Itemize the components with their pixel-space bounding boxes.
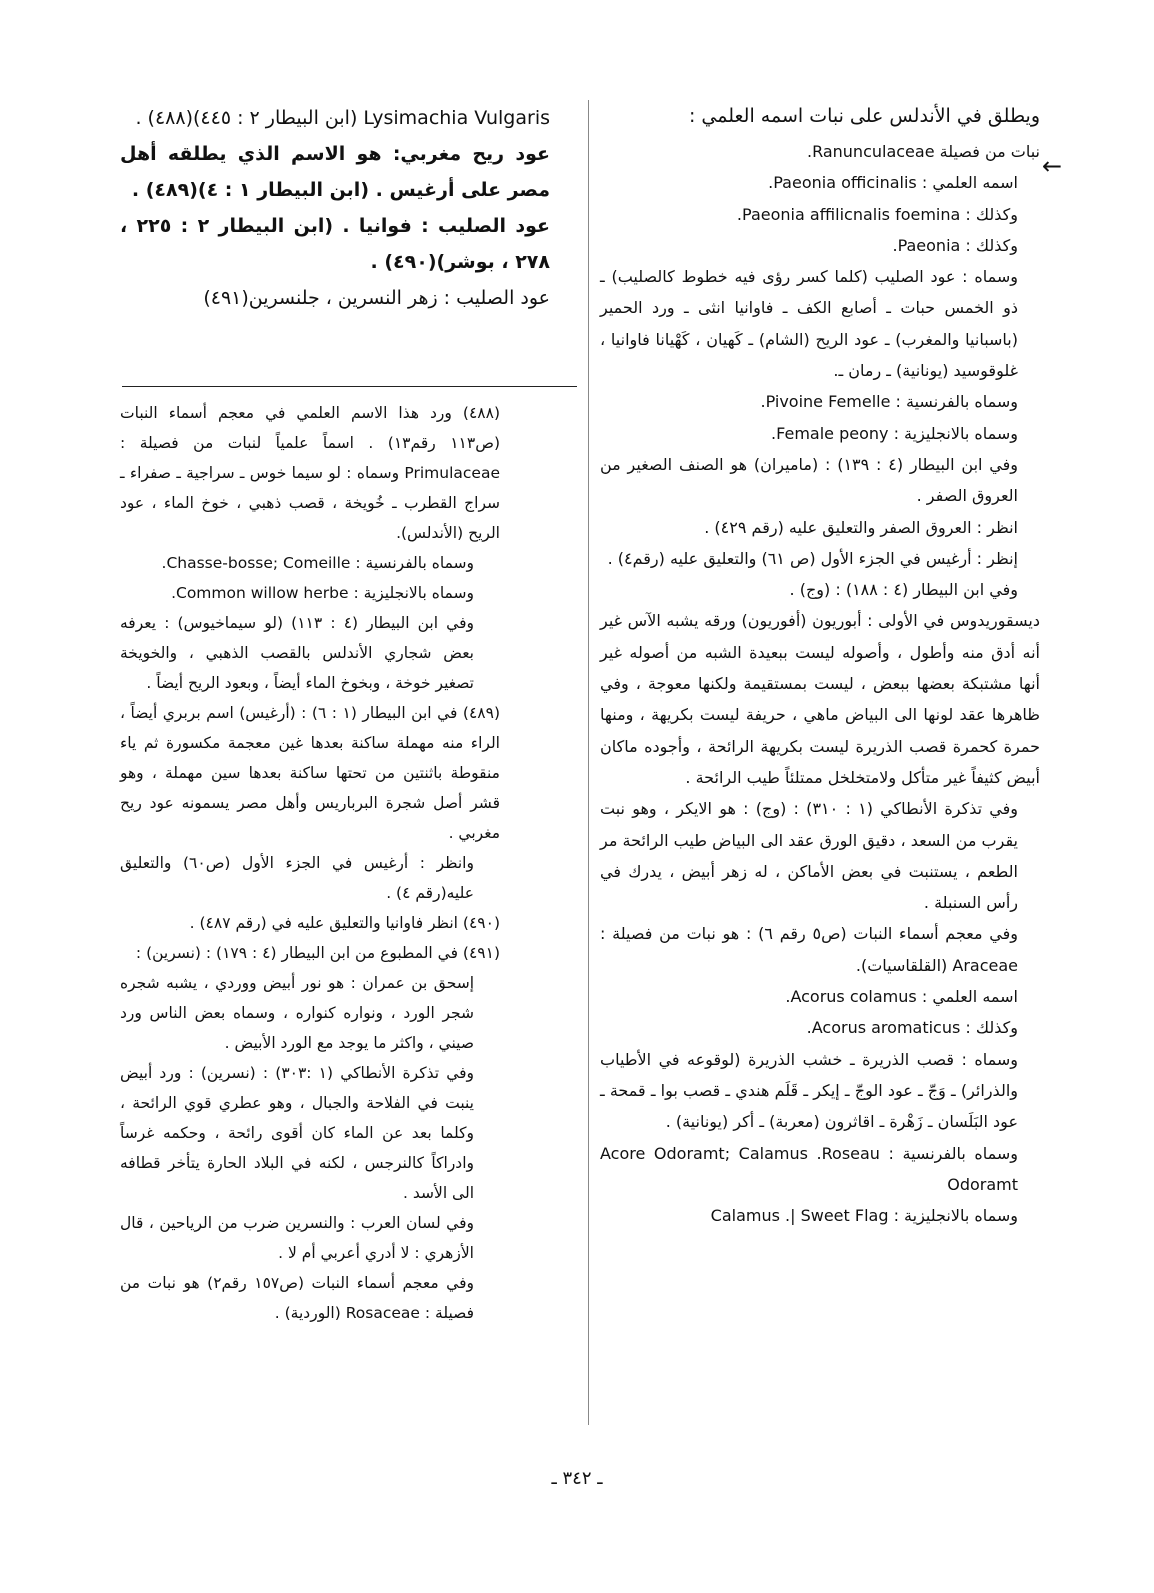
right-line: اسمه العلمي : Paeonia officinalis. [768,173,1018,193]
footnote: وفي معجم أسماء النبات (ص١٥٧ رقم٢) هو نبات من فصيلة : Rosaceae (الوردية) . [120,1274,474,1322]
right-line: نبات من فصيلة Ranunculaceae. [806,142,1040,161]
right-line: وكذلك : Paeonia affilicnalis foemina. [736,204,1018,224]
right-heading: ويطلق في الأندلس على نبات اسمه العلمي : [688,105,1040,127]
right-body [600,136,1040,1231]
left-entry: عود ريح مغربي: هو الاسم الذي يطلقه أهل مصر على أرغيس . (ابن البيطار ١ : ٤)(٤٨٩) . [120,143,550,201]
left-column [120,100,550,316]
footnote: إسحق بن عمران : هو نور أبيض ووردي ، يشبه شجره شجر الورد ، ونواره كنواره ، وسماه بعض الناس ورد صيني ، واكثر ما يوجد مع الورد الأبيض . [120,974,474,1052]
left-entry: عود الصليب : فوانيا . (ابن البيطار ٢ : ٢٢٥ ، ٢٧٨ ، بوشر)(٤٩٠) . [120,215,550,273]
right-line: وسماه بالانجليزية : Calamus .| Sweet Flag [710,1206,1018,1226]
arrow-icon: ← [1042,152,1063,180]
right-line: وسماه بالفرنسية : Acore Odoramt; Calamus .Roseau Odoramt [600,1143,1019,1194]
footnote: (٤٩٠) انظر فاوانيا والتعليق عليه في (رقم ٤٨٧) . [189,914,500,932]
right-line: ديسقوريدوس في الأولى : أبوريون (أفوريون) ورقه يشبه الآس غير أنه أدق منه وأطول ، وأصوله ليست ببعيدة الشبه من أصوله غير أنها مشتبكة بعضها ببعض ، ليست بمستقيمة ولكنها معوجة ، وفي ظاهرها عقد لونها الى البياض ماهي ، حريفة ليست بكريهة ، ومنها حمرة كحمرة قصب الذريرة ليست بكريهة الرائحة ، وأجوده ماكان أبيض كثيفاً غير متأكل ولامتخلخل ممتلئاً طيب الرائحة . [600,611,1040,787]
footnote: وسماه بالفرنسية : Chasse-bosse; Comeille. [161,554,474,572]
right-line: إنظر : أرغيس في الجزء الأول (ص ٦١) والتعليق عليه (رقم٤) . [607,548,1018,568]
left-entry: Lysimachia Vulgaris (ابن البيطار ٢ : ٤٤٥)(٤٨٨) . [135,107,550,129]
right-line: وسماه : قصب الذريرة ـ خشب الذريرة (لوقوعه في الأطياب والذرائر) ـ وَجّ ـ عود الوجّ ـ إيكر ـ قَلَم هندي ـ قصب بوا ـ قمحة ـ عود البَلَسان ـ زَهْرة ـ اقاثرون (معربة) ـ أكر (يونانية) . [600,1049,1018,1132]
right-line: اسمه العلمي : Acorus colamus. [785,987,1018,1007]
right-column [600,100,1040,1231]
right-line: انظر : العروق الصفر والتعليق عليه (رقم ٤٢٩) . [704,517,1018,537]
footnote: وانظر : أرغيس في الجزء الأول (ص٦٠) والتعليق عليه(رقم ٤) . [120,854,474,902]
right-line: وكذلك : Paeonia. [892,235,1018,255]
right-line: وكذلك : Acorus aromaticus. [806,1018,1018,1038]
footnotes [120,398,500,1328]
footnote: وسماه بالانجليزية : Common willow herbe. [171,584,474,602]
footnote: وفي ابن البيطار (٤ : ١١٣) (لو سيماخيوس) : يعرفه بعض شجاري الأندلس بالقصب الذهبي ، والخويخة تصغير خوخة ، وبخوخ الماء أيضاً ، وبعود الريح أيضاً . [120,614,474,692]
right-line: وفي معجم أسماء النبات (ص٥ رقم ٦) : هو نبات من فصيلة : Araceae (القلقاسيات). [600,924,1019,975]
page-number: ـ ٣٤٢ ـ [551,1468,603,1489]
footnote: (٤٨٨) ورد هذا الاسم العلمي في معجم أسماء النبات (ص١١٣ رقم١٣) . اسماً علمياً لنبات من فصيلة : Primulaceae وسماه : لو سيما خوس ـ سراجية ـ صفراء ـ سراج القطرب ـ خُويخة ، قصب ذهبي ، خوخ الماء ، عود الريح (الأندلس). [120,404,501,542]
right-line: وسماه بالانجليزية : Female peony. [771,423,1018,443]
right-line: وفي تذكرة الأنطاكي (١ : ٣١٠) : (وج) : هو الايكر ، وهو نبت يقرب من السعد ، دقيق الورق عقد الى البياض طيب الرائحة مر الطعم ، يستنبت في بعض الأماكن ، له زهر أبيض ، يدرك في رأس السنبلة . [600,799,1019,913]
right-line: وفي ابن البيطار (٤ : ١٨٨) : (وج) . [789,580,1018,600]
right-line: وسماه بالفرنسية : Pivoine Femelle. [760,392,1018,412]
footnote-rule [122,386,577,387]
footnote: وفي تذكرة الأنطاكي (١ :٣٠٣) : (نسرين) : ورد أبيض ينبت في الفلاحة والجبال ، وهو عطري قوي الرائحة ، وكلما بعد عن الماء كان أقوى رائحة ، وحكمه غرساً وادراكاً كالنرجس ، لكنه في البلاد الحارة يتأخر قطافه الى الأسد . [120,1064,475,1202]
right-line: وسماه : عود الصليب (كلما كسر رؤى فيه خطوط كالصليب) ـ ذو الخمس حبات ـ أصابع الكف ـ فاوانيا انثى ـ ورد الحمير (باسبانيا والمغرب) ـ عود الريح (الشام) ـ كَهيان ، كَهْيانا فاوانيا ، غلوقوسيد (يونانية) ـ رمان ـ. [600,267,1018,381]
left-entry: عود الصليب : زهر النسرين ، جلنسرين(٤٩١) [203,287,550,309]
footnote: وفي لسان العرب : والنسرين ضرب من الرياحين ، قال الأزهري : لا أدري أعربي أم لا . [120,1214,474,1262]
left-entries [120,100,550,316]
column-divider [588,100,589,1425]
footnote: (٤٨٩) في ابن البيطار (١ : ٦) : (أرغيس) اسم بربري أيضاً ، الراء منه مهملة ساكنة بعدها غين معجمة مكسورة ثم ياء منقوطة باثنتين من تحتها ساكنة بعدها سين مهملة ، وهو قشر أصل شجرة البرباريس وأهل مصر يسمونه عود ريح مغربي . [120,704,500,842]
right-line: وفي ابن البيطار (٤ : ١٣٩) : (ماميران) هو الصنف الصغير من العروق الصفر . [600,454,1019,506]
footnote: (٤٩١) في المطبوع من ابن البيطار (٤ : ١٧٩) : (نسرين) : [135,944,500,962]
